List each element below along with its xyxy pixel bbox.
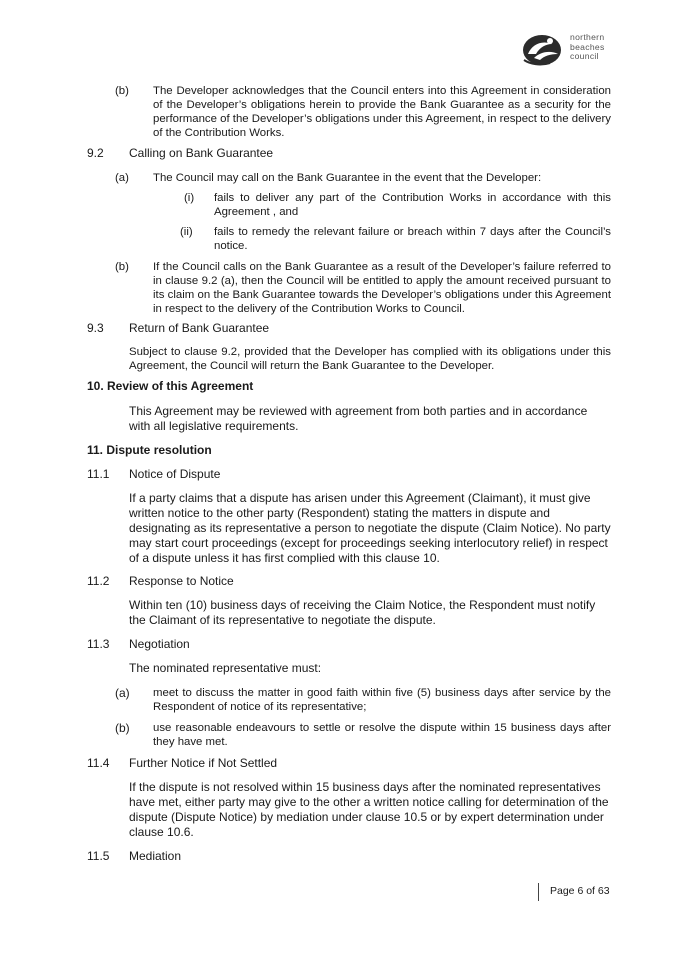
section-body: If a party claims that a dispute has arisen under this Agreement (Claimant), it must give written notice to the other party (Respondent) stating the matters in dispute and designating as its representative a person to negotiate the dispute (Claim Notice). No party may start court proceedings (except for proceedings seeking interlocutory relief) in respect of a dispute unless it has first complied with this clause 10. xyxy=(129,491,611,565)
subclause-label: (i) xyxy=(184,192,195,204)
section-body: If the dispute is not resolved within 15 business days after the nominated representatives have met, either party may give to the other a written notice calling for determination of the dispute (Dispute Notice) by mediation under clause 10.5 or by expert determination under clause 10.6. xyxy=(129,780,609,839)
clause-label: (a) xyxy=(115,686,130,700)
section-title: Response to Notice xyxy=(129,574,234,588)
clause-text: If the Council calls on the Bank Guarantee as a result of the Developer’s failure referred to in clause 9.2 (a), then the Council will be entitled to apply the amount received pursuant to its claim on the Bank Guarantee towards the Developer’s obligations under this Agreement in respect to the delivery of the Contribution Works to Council. xyxy=(153,261,611,315)
logo-text-line1: northern xyxy=(570,32,605,42)
page-number: Page 6 of 63 xyxy=(550,885,610,897)
section-title: Further Notice if Not Settled xyxy=(129,756,278,770)
section-title: Negotiation xyxy=(129,637,190,651)
section-heading: 11. Dispute resolution xyxy=(87,443,212,457)
clause-label: (b) xyxy=(115,261,129,273)
section-title: Mediation xyxy=(129,849,182,863)
clause-text: The Council may call on the Bank Guarantee in the event that the Developer: xyxy=(153,172,542,184)
section-body: The nominated representative must: xyxy=(129,661,322,675)
section-number: 11.3 xyxy=(87,637,110,651)
section-title: Return of Bank Guarantee xyxy=(129,321,270,335)
section-number: 9.2 xyxy=(87,146,104,160)
northern-beaches-council-logo xyxy=(520,30,640,70)
clause-label: (b) xyxy=(115,85,129,97)
section-body: This Agreement may be reviewed with agreement from both parties and in accordance with all legislative requirements. xyxy=(129,404,588,433)
section-heading: 10. Review of this Agreement xyxy=(87,379,254,393)
footer-divider xyxy=(538,883,539,901)
clause-text: use reasonable endeavours to settle or resolve the dispute within 15 business days after they have met. xyxy=(153,722,611,748)
logo-text-line3: council xyxy=(570,51,599,62)
section-number: 11.4 xyxy=(87,756,110,770)
section-body: Subject to clause 9.2, provided that the Developer has complied with its obligations under this Agreement, the Council will return the Bank Guarantee to the Developer. xyxy=(129,346,611,372)
section-body: Within ten (10) business days of receiving the Claim Notice, the Respondent must notify the Claimant of its representative to negotiate the dispute. xyxy=(129,598,596,627)
section-number: 9.3 xyxy=(87,321,104,335)
section-number: 11.1 xyxy=(87,467,110,481)
clause-label: (b) xyxy=(115,721,130,735)
council-emblem-icon xyxy=(520,30,566,70)
section-title: Notice of Dispute xyxy=(129,467,221,481)
section-title: Calling on Bank Guarantee xyxy=(129,146,274,160)
subclause-label: (ii) xyxy=(180,226,193,238)
clause-text: The Developer acknowledges that the Council enters into this Agreement in consideration of the Developer’s obligations herein to provide the Bank Guarantee as a security for the performance of the Developer’s obligations under this Agreement, in respect to the delivery of the Contribution Works. xyxy=(153,85,611,139)
clause-label: (a) xyxy=(115,172,129,184)
section-number: 11.5 xyxy=(87,849,110,863)
section-number: 11.2 xyxy=(87,574,110,588)
logo-text-line2: beaches xyxy=(570,41,605,52)
clause-text: meet to discuss the matter in good faith within five (5) business days after service by the Respondent of notice of its representative; xyxy=(153,687,611,713)
subclause-text: fails to deliver any part of the Contribution Works in accordance with this Agreement , and xyxy=(214,192,611,218)
subclause-text: fails to remedy the relevant failure or breach within 7 days after the Council’s notice. xyxy=(214,226,611,252)
